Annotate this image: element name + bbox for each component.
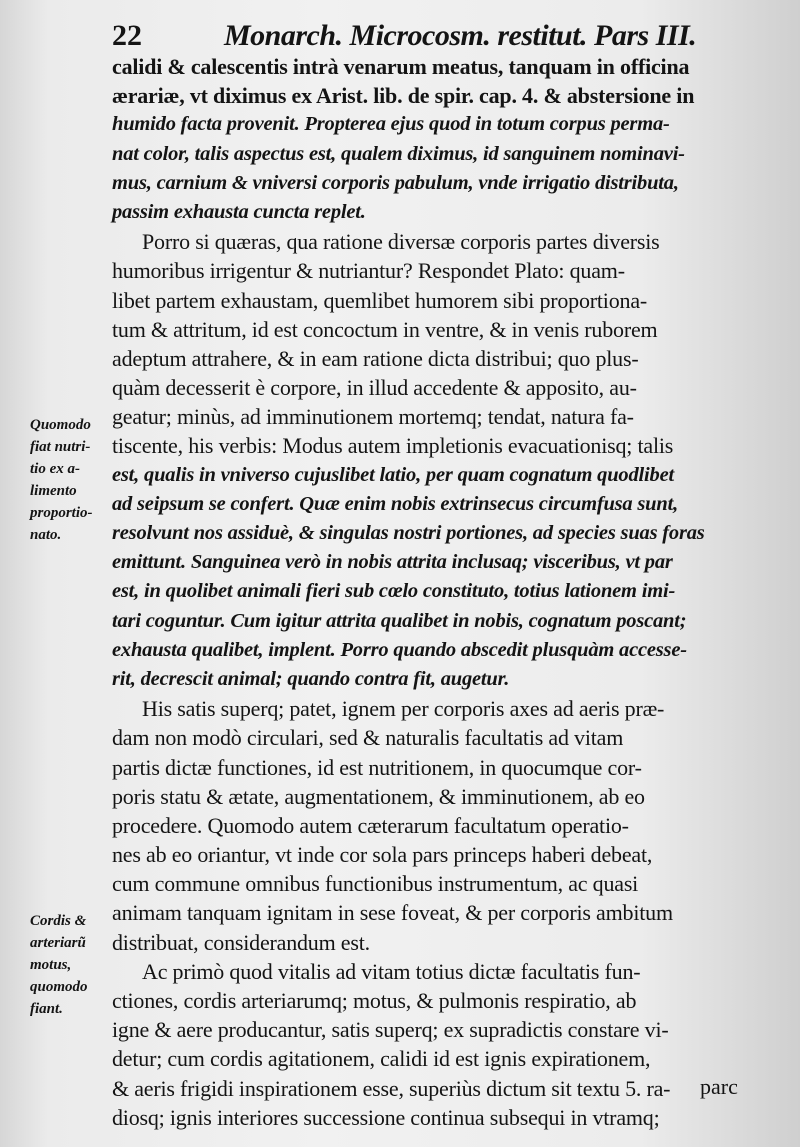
- margin-note-line: proportio-: [30, 505, 93, 521]
- running-header: [112, 18, 742, 54]
- catchword: parc: [700, 1074, 738, 1099]
- text-line: tari coguntur. Cum igitur attrita qualibet in nobis, cognatum poscant;: [112, 609, 687, 632]
- text-line: humido facta provenit. Propterea ejus quod in totum corpus perma-: [112, 113, 670, 136]
- text-line: quàm decesserit è corpore, in illud accedente & apposito, au-: [112, 375, 637, 401]
- margin-note-line: Cordis &: [30, 913, 87, 929]
- text-line: Porro si quæras, qua ratione diversæ corporis partes diversis: [142, 229, 660, 255]
- text-line: animam tanquam ignitam in sese foveat, & per corporis ambitum: [112, 900, 673, 926]
- text-line: resolvunt nos assiduè, & singulas nostri portiones, ad species suas foras: [112, 522, 705, 544]
- text-line: mus, carnium & vniversi corporis pabulum, vnde irrigatio distributa,: [112, 171, 679, 194]
- running-title: Monarch. Microcosm. restitut. Pars III.: [224, 19, 697, 52]
- text-line: detur; cum cordis agitationem, calidi id est ignis expirationem,: [112, 1046, 651, 1072]
- margin-note-line: fiant.: [30, 1001, 63, 1017]
- text-line: igne & aere producantur, satis superq; ex supradictis constare vi-: [112, 1017, 669, 1043]
- text-line: exhausta qualibet, implent. Porro quando abscedit plusquàm accesse-: [112, 638, 687, 661]
- text-line: diosq; ignis interiores successione continua subsequi in vtramq;: [112, 1104, 660, 1130]
- margin-note-line: Quomodo: [30, 417, 91, 433]
- text-line: adeptum attrahere, & in eam ratione dicta distribui; quo plus-: [112, 345, 639, 371]
- margin-note-line: arteriarũ: [30, 935, 86, 951]
- margin-note-line: motus,: [30, 957, 72, 973]
- main-text-block: [112, 52, 742, 1132]
- page-number: 22: [112, 19, 142, 52]
- text-line: passim exhausta cuncta replet.: [112, 200, 366, 223]
- margin-note-line: limento: [30, 483, 77, 499]
- text-line: nat color, talis aspectus est, qualem diximus, id sanguinem nominavi-: [112, 142, 685, 165]
- text-line: partis dictæ functiones, id est nutritionem, in quocumque cor-: [112, 754, 642, 780]
- margin-note-heart-arteries: [30, 910, 102, 1020]
- text-line: ærariæ, vt diximus ex Arist. lib. de spir. cap. 4. & abstersione in: [112, 83, 695, 109]
- text-line: est, in quolibet animali fieri sub cœlo constituto, totius lationem imi-: [112, 580, 676, 603]
- text-line: humoribus irrigentur & nutriantur? Respondet Plato: quam-: [112, 258, 625, 284]
- text-line: ad seipsum se confert. Quæ enim nobis extrinsecus circumfusa sunt,: [112, 492, 678, 515]
- margin-note-nutrition: [30, 414, 102, 546]
- text-line: est, qualis in vniverso cujuslibet latio, per quam cognatum quodlibet: [112, 463, 674, 486]
- text-line: cum commune omnibus functionibus instrumentum, ac quasi: [112, 871, 639, 897]
- text-line: distribuat, considerandum est.: [112, 929, 370, 955]
- margin-note-line: tio ex a-: [30, 461, 80, 477]
- text-line: emittunt. Sanguinea verò in nobis attrita inclusaq; visceribus, vt par: [112, 551, 673, 574]
- text-line: poris statu & ætate, augmentationem, & imminutionem, ab eo: [112, 783, 645, 809]
- margin-note-line: fiat nutri-: [30, 439, 91, 455]
- text-line: His satis superq; patet, ignem per corporis axes ad aeris præ-: [142, 696, 665, 722]
- text-line: tum & attritum, id est concoctum in ventre, & in venis ruborem: [112, 316, 658, 342]
- text-line: libet partem exhaustam, quemlibet humorem sibi proportiona-: [112, 287, 648, 313]
- margin-note-line: quomodo: [30, 979, 88, 995]
- text-line: tiscente, his verbis: Modus autem impletionis evacuationisq; talis: [112, 433, 674, 459]
- text-line: Ac primò quod vitalis ad vitam totius dictæ facultatis fun-: [142, 958, 641, 984]
- text-line: geatur; minùs, ad imminutionem mortemq; tendat, natura fa-: [112, 404, 634, 430]
- text-line: ctiones, cordis arteriarumq; motus, & pulmonis respiratio, ab: [112, 988, 637, 1013]
- margin-note-line: nato.: [30, 527, 62, 543]
- text-line: rit, decrescit animal; quando contra fit, augetur.: [112, 667, 510, 690]
- text-line: calidi & calescentis intrà venarum meatus, tanquam in officina: [112, 54, 690, 79]
- text-line: dam non modò circulari, sed & naturalis facultatis ad vitam: [112, 725, 624, 751]
- text-line: nes ab eo oriantur, vt inde cor sola pars princeps haberi debeat,: [112, 842, 653, 868]
- text-line: & aeris frigidi inspirationem esse, superiùs dictum sit textu 5. ra-: [112, 1075, 671, 1101]
- text-line: procedere. Quomodo autem cæterarum facultatum operatio-: [112, 812, 629, 838]
